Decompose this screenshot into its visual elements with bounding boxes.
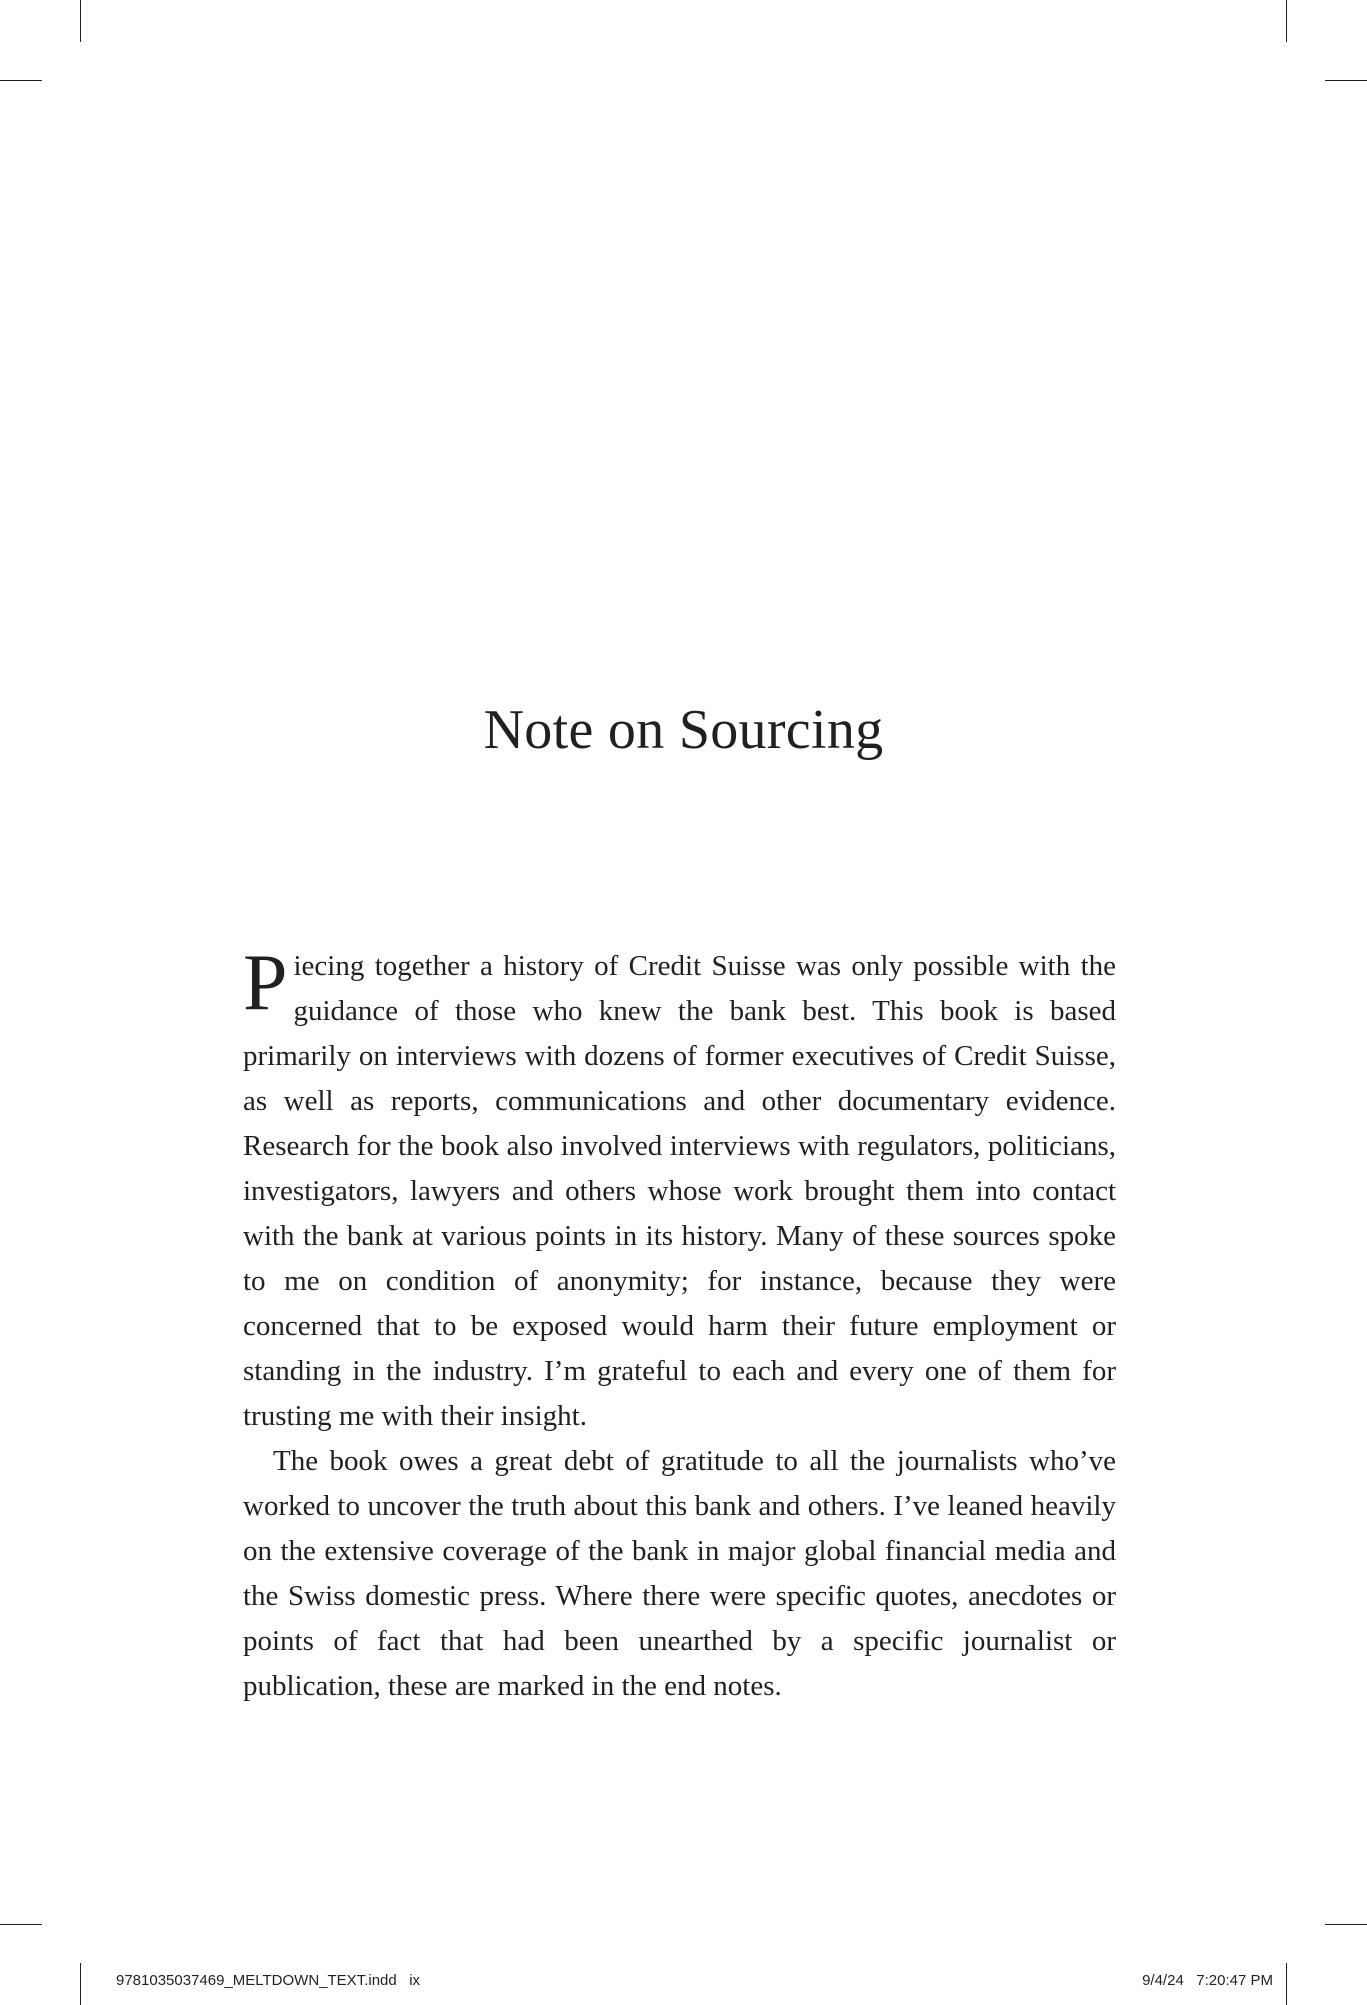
page-title: Note on Sourcing — [483, 699, 884, 761]
crop-mark-top-right — [1286, 0, 1287, 42]
paragraph-1 — [243, 939, 1116, 1439]
crop-mark-top-left — [80, 0, 81, 42]
crop-mark-left-bottom — [0, 1924, 42, 1925]
paragraph-2: The book owes a great debt of gratitude to all the journalists who’ve worked to uncover the truth about this bank and others. I’ve leaned heavily on the extensive coverage of the bank in major global financial media and the Swiss domestic press. Where there were specific quotes, anecdotes or points of fact that had been unearthed by a specific journalist or publication, these are marked in the end notes. — [243, 1445, 1116, 1702]
crop-mark-bottom-right — [1286, 1963, 1287, 2005]
crop-mark-left-top — [0, 80, 42, 81]
paragraph-1-text: iecing together a history of Credit Suisse was only possible with the guidance of those who knew the bank best. This book is based primarily on interviews with dozens of former executives of Credit Suisse, as well as reports, communications and other documentary evidence. Research for the book also involved interviews with regulators, politicians, investigators, lawyers and others whose work brought them into contact with the bank at various points in its history. Many of these sources spoke to me on condition of anonymity; for instance, because they were concerned that to be exposed would harm their future employment or standing in the industry. I’m grateful to each and every one of them for trusting me with their insight. — [243, 950, 1116, 1432]
footer-timestamp: 9/4/24 7:20:47 PM — [1142, 1972, 1273, 1989]
body-text — [243, 939, 1116, 1709]
drop-cap: P — [243, 939, 288, 1027]
crop-mark-right-bottom — [1325, 1924, 1367, 1925]
footer-file-info: 9781035037469_MELTDOWN_TEXT.indd ix — [116, 1972, 421, 1989]
crop-mark-right-top — [1325, 80, 1367, 81]
crop-mark-bottom-left — [80, 1963, 81, 2005]
